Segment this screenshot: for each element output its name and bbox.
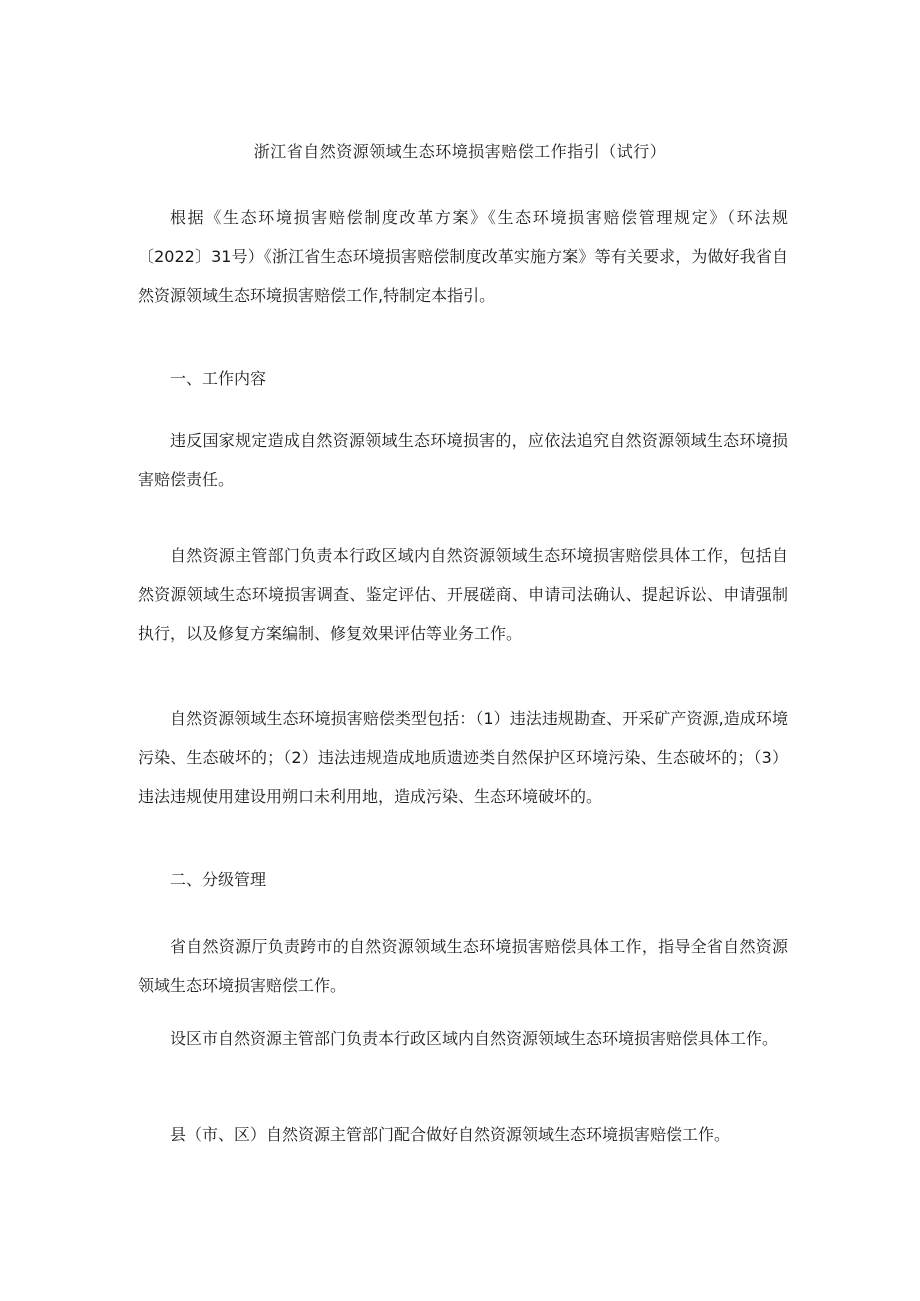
paragraph-damage-types: 自然资源领域生态环境损害赔偿类型包括：（1）违法违规勘查、开采矿产资源,造成环境污染、生态破坏的；（2）违法违规造成地质遗迹类自然保护区环境污染、生态破坏的；（3）违法违规使用建设用朔口未利用地，造成污染、生态环境破坏的。 (138, 709, 788, 806)
document-title: 浙江省自然资源领域生态环境损害赔偿工作指引（试行） (253, 142, 667, 161)
paragraph-liability: 违反国家规定造成自然资源领域生态环境损害的，应依法追究自然资源领域生态环境损害赔偿责任。 (138, 431, 788, 489)
section-heading-work-content: 一、工作内容 (170, 369, 267, 388)
paragraph-provincial-duties: 省自然资源厅负责跨市的自然资源领域生态环境损害赔偿具体工作，指导全省自然资源领域生态环境损害赔偿工作。 (138, 937, 788, 995)
section-heading-tiered-management: 二、分级管理 (170, 870, 267, 889)
paragraph-department-duties: 自然资源主管部门负责本行政区域内自然资源领域生态环境损害赔偿具体工作，包括自然资源领域生态环境损害调查、鉴定评估、开展磋商、申请司法确认、提起诉讼、申请强制执行，以及修复方案编制、修复效果评估等业务工作。 (138, 546, 788, 643)
paragraph-county-duties: 县（市、区）自然资源主管部门配合做好自然资源领域生态环境损害赔偿工作。 (170, 1125, 731, 1144)
paragraph-city-duties: 设区市自然资源主管部门负责本行政区域内自然资源领域生态环境损害赔偿具体工作。 (170, 1029, 779, 1048)
intro-paragraph: 根据《生态环境损害赔偿制度改革方案》《生态环境损害赔偿管理规定》（环法规〔2022〕31号）《浙江省生态环境损害赔偿制度改革实施方案》等有关要求，为做好我省自然资源领域生态环境损害赔偿工作,特制定本指引。 (138, 208, 788, 305)
